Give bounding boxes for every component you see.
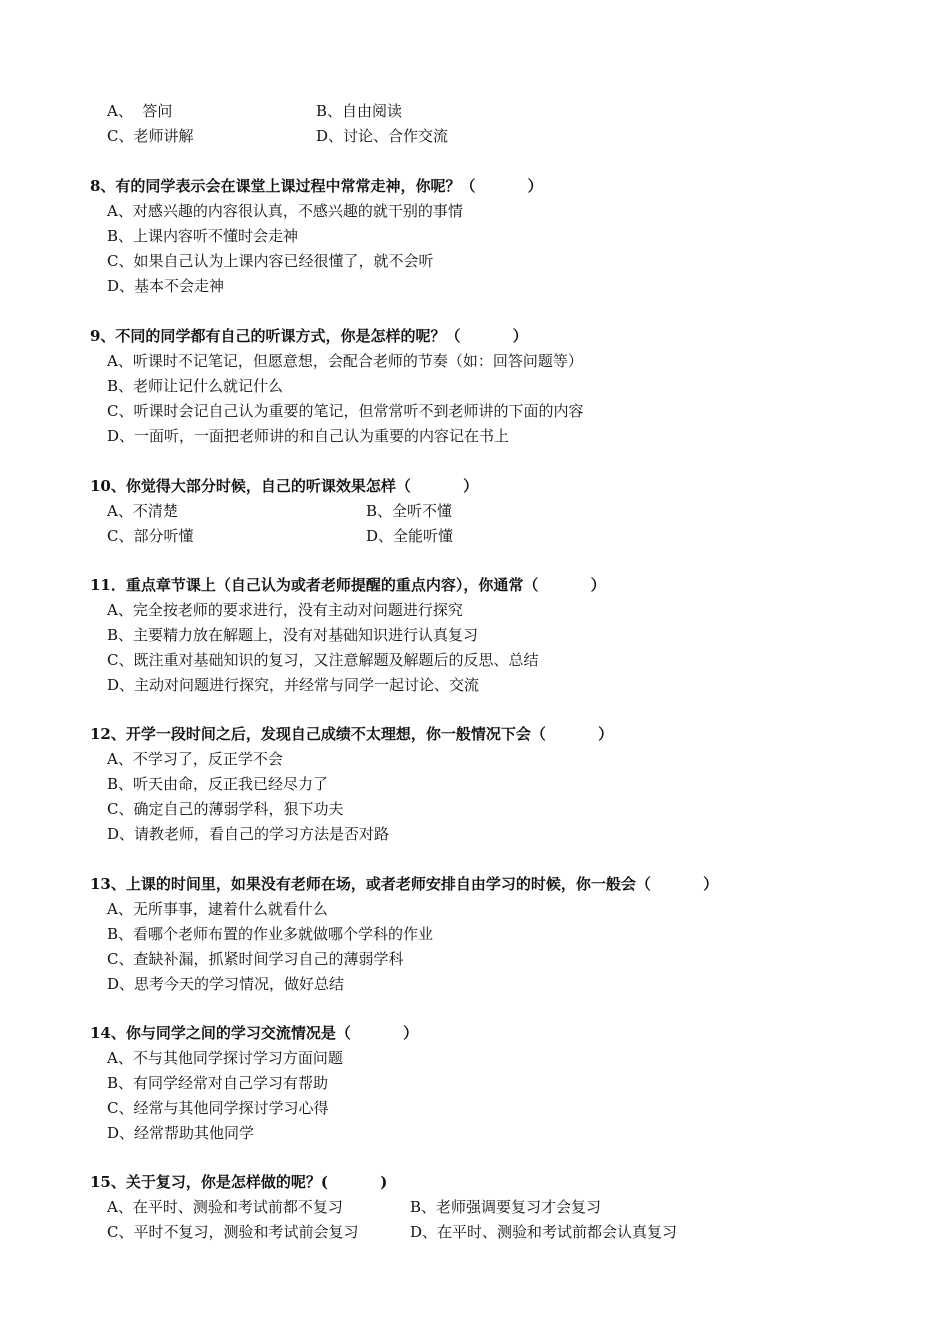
option-a: A、不清楚 [107, 502, 178, 520]
option-d: D、在平时、测验和考试前都会认真复习 [410, 1223, 678, 1241]
option-c: C、老师讲解 [107, 127, 194, 145]
option-b: B、看哪个老师布置的作业多就做哪个学科的作业 [107, 925, 434, 943]
question-title: 14、你与同学之间的学习交流情况是（ ） [90, 1024, 419, 1042]
option-a: A、无所事事，逮着什么就看什么 [107, 900, 328, 918]
question-title: 11．重点章节课上（自己认为或者老师提醒的重点内容），你通常（ ） [90, 576, 606, 594]
option-b: B、老师让记什么就记什么 [107, 377, 284, 395]
option-a: A、完全按老师的要求进行，没有主动对问题进行探究 [107, 601, 463, 619]
question-title: 8、有的同学表示会在课堂上课过程中常常走神，你呢？（ ） [90, 177, 543, 195]
option-b: B、主要精力放在解题上，没有对基础知识进行认真复习 [107, 626, 479, 644]
option-d: D、请教老师，看自己的学习方法是否对路 [107, 825, 390, 843]
option-a: A、 答问 [107, 102, 173, 120]
option-b: B、听天由命，反正我已经尽力了 [107, 775, 329, 793]
option-a: A、对感兴趣的内容很认真，不感兴趣的就干别的事情 [107, 202, 463, 220]
option-d: D、全能听懂 [366, 527, 454, 545]
option-c: C、平时不复习，测验和考试前会复习 [107, 1223, 359, 1241]
option-b: B、老师强调要复习才会复习 [410, 1198, 602, 1216]
option-c: C、如果自己认为上课内容已经很懂了，就不会听 [107, 252, 434, 270]
option-c: C、查缺补漏，抓紧时间学习自己的薄弱学科 [107, 950, 404, 968]
question-title: 10、你觉得大部分时候，自己的听课效果怎样（ ） [90, 477, 479, 495]
option-d: D、主动对问题进行探究，并经常与同学一起讨论、交流 [107, 676, 480, 694]
option-b: B、有同学经常对自己学习有帮助 [107, 1074, 329, 1092]
option-d: D、思考今天的学习情况，做好总结 [107, 975, 345, 993]
option-c: C、既注重对基础知识的复习，又注意解题及解题后的反思、总结 [107, 651, 539, 669]
option-d: D、一面听，一面把老师讲的和自己认为重要的内容记在书上 [107, 427, 510, 445]
option-a: A、听课时不记笔记，但愿意想，会配合老师的节奏（如：回答问题等） [107, 352, 583, 370]
option-d: D、经常帮助其他同学 [107, 1124, 255, 1142]
question-title: 15、关于复习，你是怎样做的呢？( ) [90, 1173, 388, 1191]
question-title: 13、上课的时间里，如果没有老师在场，或者老师安排自由学习的时候，你一般会（ ） [90, 875, 719, 893]
option-b: B、上课内容听不懂时会走神 [107, 227, 299, 245]
option-a: A、不与其他同学探讨学习方面问题 [107, 1049, 343, 1067]
question-title: 9、不同的同学都有自己的听课方式，你是怎样的呢？（ ） [90, 327, 528, 345]
option-d: D、基本不会走神 [107, 277, 225, 295]
option-b: B、自由阅读 [316, 102, 403, 120]
option-c: C、部分听懂 [107, 527, 194, 545]
question-title: 12、开学一段时间之后，发现自己成绩不太理想，你一般情况下会（ ） [90, 725, 614, 743]
option-b: B、全听不懂 [366, 502, 453, 520]
option-c: C、听课时会记自己认为重要的笔记，但常常听不到老师讲的下面的内容 [107, 402, 584, 420]
option-d: D、讨论、合作交流 [316, 127, 449, 145]
option-c: C、确定自己的薄弱学科，狠下功夫 [107, 800, 344, 818]
option-a: A、不学习了，反正学不会 [107, 750, 283, 768]
option-c: C、经常与其他同学探讨学习心得 [107, 1099, 329, 1117]
option-a: A、在平时、测验和考试前都不复习 [107, 1198, 343, 1216]
